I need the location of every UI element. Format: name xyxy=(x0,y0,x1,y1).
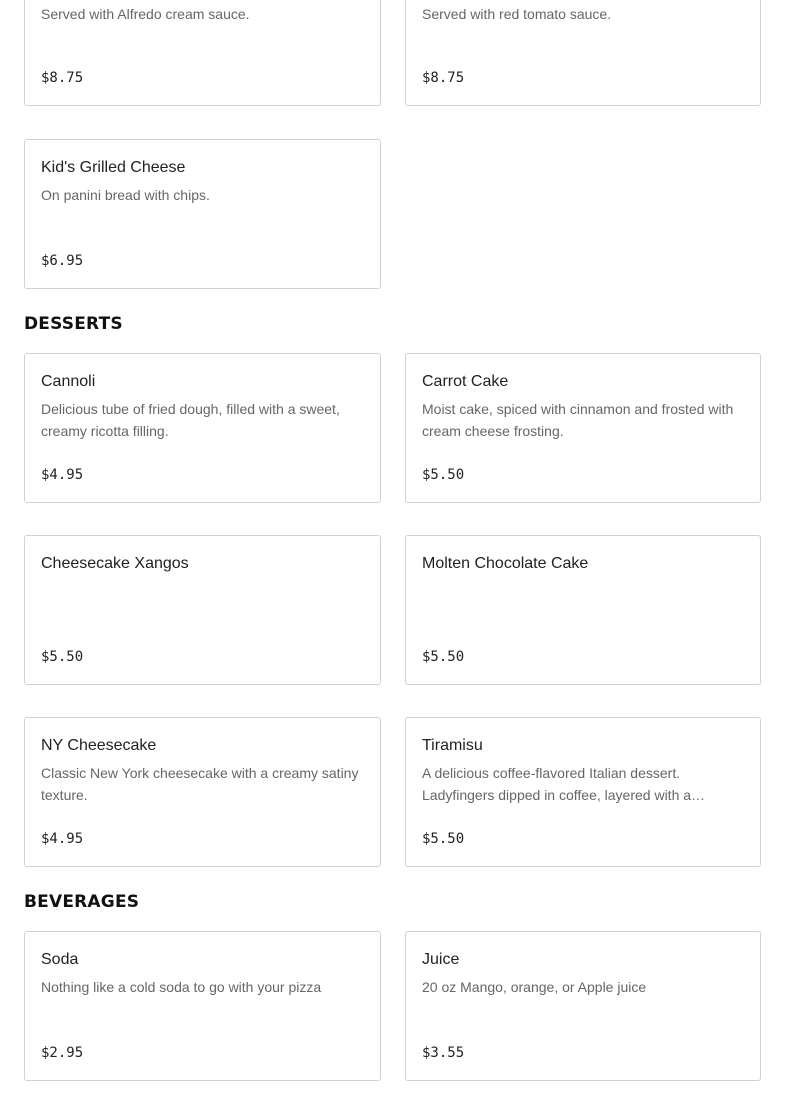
menu-item-card[interactable] xyxy=(24,0,381,106)
menu-item-card[interactable] xyxy=(405,353,761,503)
item-name: Molten Chocolate Cake xyxy=(422,555,589,572)
item-price: $8.75 xyxy=(422,70,465,86)
item-description: Moist cake, spiced with cinnamon and frosted with cream cheese frosting. xyxy=(422,401,734,439)
item-description: Nothing like a cold soda to go with your pizza xyxy=(41,979,322,995)
item-description: Classic New York cheesecake with a creamy satiny texture. xyxy=(41,765,359,803)
item-name: Tiramisu xyxy=(422,737,483,754)
item-description: On panini bread with chips. xyxy=(41,187,210,203)
item-price: $5.50 xyxy=(422,649,465,665)
item-price: $6.95 xyxy=(41,253,84,269)
item-price: $5.50 xyxy=(422,467,465,483)
item-name: Cannoli xyxy=(41,373,96,390)
menu-item-card[interactable] xyxy=(24,139,381,289)
item-price: $4.95 xyxy=(41,831,84,847)
item-price: $4.95 xyxy=(41,467,84,483)
item-name: NY Cheesecake xyxy=(41,737,157,754)
menu-item-card[interactable] xyxy=(405,717,761,867)
item-description: 20 oz Mango, orange, or Apple juice xyxy=(422,979,647,995)
menu-item-card[interactable] xyxy=(405,931,761,1081)
item-name: Kid's Grilled Cheese xyxy=(41,159,186,176)
menu-item-card[interactable] xyxy=(24,353,381,503)
item-price: $5.50 xyxy=(422,831,465,847)
menu-item-card[interactable] xyxy=(24,717,381,867)
menu-item-card[interactable] xyxy=(405,0,761,106)
item-price: $2.95 xyxy=(41,1045,84,1061)
item-name: Juice xyxy=(422,951,460,968)
item-name: Carrot Cake xyxy=(422,373,509,390)
item-price: $5.50 xyxy=(41,649,84,665)
item-price: $3.55 xyxy=(422,1045,465,1061)
item-price: $8.75 xyxy=(41,70,84,86)
item-description: Delicious tube of fried dough, filled with a sweet, creamy ricotta filling. xyxy=(41,401,340,439)
item-description: A delicious coffee-flavored Italian dessert. Ladyfingers dipped in coffee, layered with a… xyxy=(422,765,706,803)
menu-item-card[interactable] xyxy=(24,535,381,685)
item-name: Soda xyxy=(41,951,79,968)
menu-item-card[interactable] xyxy=(24,931,381,1081)
section-title-desserts: DESSERTS xyxy=(24,314,123,334)
menu-item-card[interactable] xyxy=(405,535,761,685)
item-name: Cheesecake Xangos xyxy=(41,555,189,572)
item-description: Served with red tomato sauce. xyxy=(422,6,612,22)
item-description: Served with Alfredo cream sauce. xyxy=(41,6,250,22)
section-title-beverages: BEVERAGES xyxy=(24,892,140,912)
